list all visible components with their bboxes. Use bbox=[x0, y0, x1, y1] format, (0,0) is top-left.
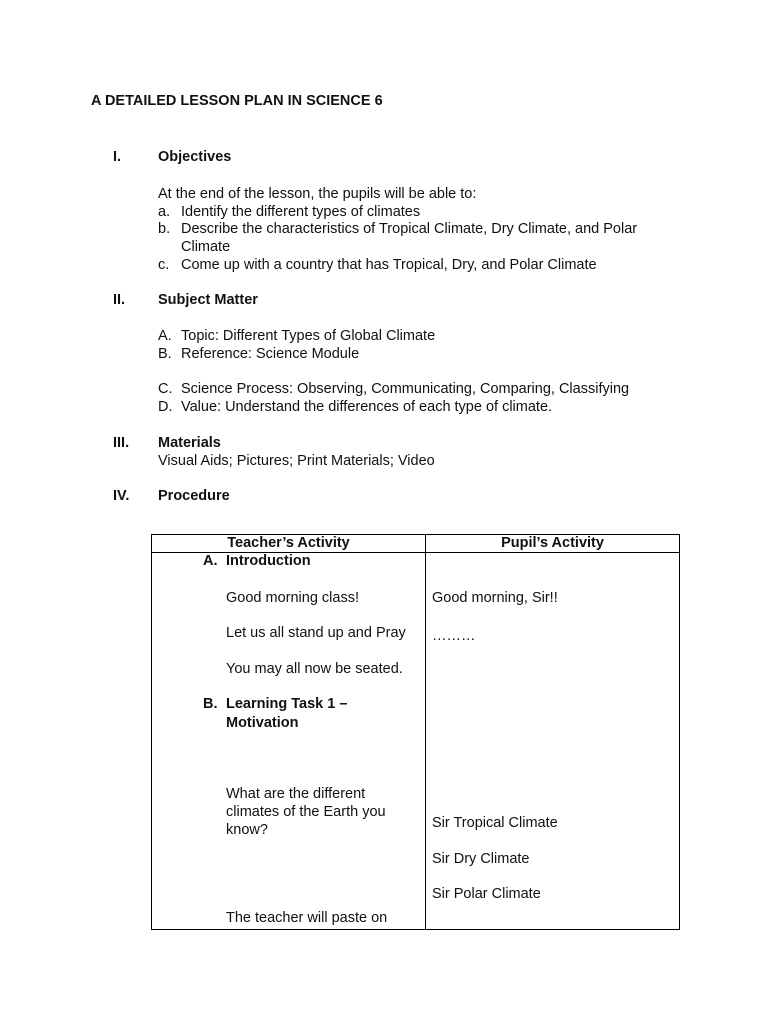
list-item: Identify the different types of climates bbox=[181, 204, 421, 220]
list-item: Science Process: Observing, Communicating, Comparing, Classifying bbox=[181, 381, 630, 397]
teacher-question: climates of the Earth you bbox=[226, 804, 386, 820]
section-heading-objectives: Objectives bbox=[158, 149, 232, 165]
pupil-response: Sir Polar Climate bbox=[432, 886, 541, 902]
teacher-line: You may all now be seated. bbox=[226, 661, 403, 677]
section-number: IV. bbox=[113, 488, 130, 504]
list-letter: c. bbox=[158, 257, 170, 273]
document-title: A DETAILED LESSON PLAN IN SCIENCE 6 bbox=[91, 93, 383, 109]
learning-task-heading: Learning Task 1 – bbox=[226, 696, 348, 712]
pupil-response: Good morning, Sir!! bbox=[432, 590, 558, 606]
teacher-question: What are the different bbox=[226, 786, 366, 802]
list-item-continuation: Climate bbox=[181, 239, 231, 255]
column-header-teacher: Teacher’s Activity bbox=[152, 535, 426, 553]
section-number: I. bbox=[113, 149, 122, 165]
section-heading-subject-matter: Subject Matter bbox=[158, 292, 258, 308]
list-letter: a. bbox=[158, 204, 171, 220]
teacher-line: Let us all stand up and Pray bbox=[226, 625, 406, 641]
section-number: II. bbox=[113, 292, 126, 308]
list-item: Reference: Science Module bbox=[181, 346, 360, 362]
teacher-line: The teacher will paste on bbox=[226, 910, 388, 926]
teacher-question: know? bbox=[226, 822, 268, 838]
section-number: III. bbox=[113, 435, 130, 451]
section-heading-materials: Materials bbox=[158, 435, 221, 451]
list-item: Describe the characteristics of Tropical Climate, Dry Climate, and Polar bbox=[181, 221, 638, 237]
materials-text: Visual Aids; Pictures; Print Materials; Video bbox=[158, 453, 435, 469]
section-letter: A. bbox=[203, 553, 218, 569]
procedure-table bbox=[151, 534, 680, 930]
introduction-heading: Introduction bbox=[226, 553, 311, 569]
list-letter: b. bbox=[158, 221, 171, 237]
list-item: Value: Understand the differences of each type of climate. bbox=[181, 399, 553, 415]
column-header-pupil: Pupil’s Activity bbox=[426, 535, 680, 553]
teacher-activity-cell bbox=[152, 553, 425, 929]
pupil-response: ……… bbox=[432, 628, 476, 644]
learning-task-heading-cont: Motivation bbox=[226, 715, 299, 731]
list-letter: B. bbox=[158, 346, 172, 362]
list-letter: A. bbox=[158, 328, 172, 344]
list-item: Come up with a country that has Tropical, Dry, and Polar Climate bbox=[181, 257, 597, 273]
teacher-line: Good morning class! bbox=[226, 590, 359, 606]
pupil-response: Sir Dry Climate bbox=[432, 851, 530, 867]
section-letter: B. bbox=[203, 696, 218, 712]
section-heading-procedure: Procedure bbox=[158, 488, 230, 504]
pupil-response: Sir Tropical Climate bbox=[432, 815, 558, 831]
pupil-activity-cell bbox=[426, 553, 679, 929]
list-item: Topic: Different Types of Global Climate bbox=[181, 328, 436, 344]
list-letter: C. bbox=[158, 381, 173, 397]
list-letter: D. bbox=[158, 399, 173, 415]
objectives-intro: At the end of the lesson, the pupils will be able to: bbox=[158, 186, 477, 202]
